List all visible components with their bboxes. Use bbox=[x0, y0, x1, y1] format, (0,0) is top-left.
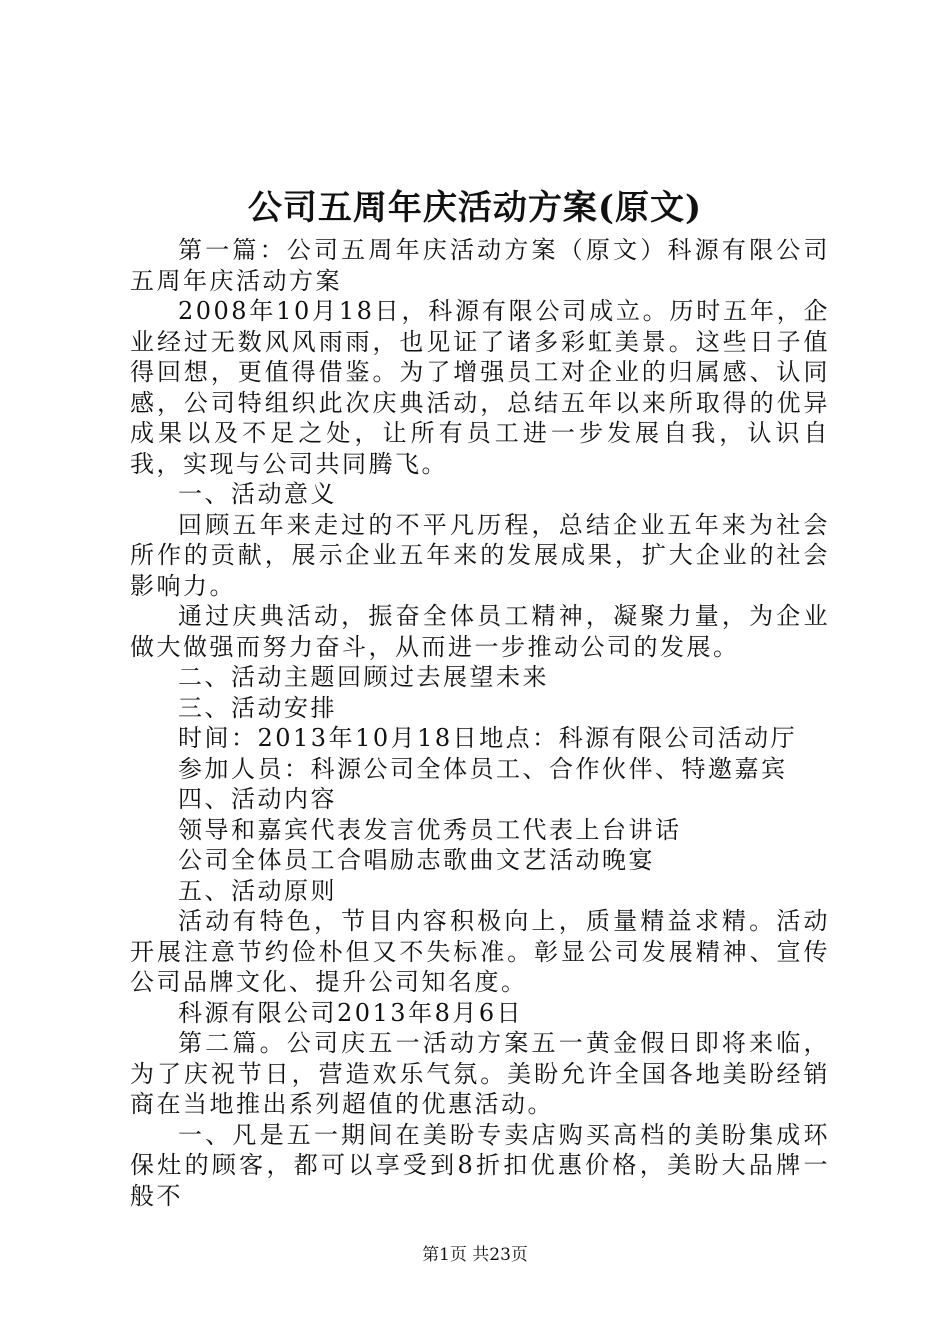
paragraph: 领导和嘉宾代表发言优秀员工代表上台讲话 bbox=[178, 815, 682, 844]
paragraph: 活动有特色，节目内容积极向上，质量精益求精。活动开展注意节约俭朴但又不失标准。彰显公司发展精神、宣传公司品牌文化、提升公司知名度。 bbox=[130, 907, 830, 996]
section-heading: 二、活动主题回顾过去展望未来 bbox=[178, 663, 549, 691]
document-body bbox=[130, 235, 830, 1211]
signature-line: 科源有限公司2013年8月6日 bbox=[178, 998, 524, 1027]
paragraph: 一、凡是五一期间在美盼专卖店购买高档的美盼集成环保灶的顾客，都可以享受到8折扣优惠价格，美盼大品牌一般不 bbox=[130, 1120, 830, 1210]
paragraph: 公司全体员工合唱励志歌曲文艺活动晚宴 bbox=[178, 846, 655, 874]
section-heading: 三、活动安排 bbox=[178, 693, 337, 722]
section-heading: 四、活动内容 bbox=[178, 785, 337, 813]
paragraph: 时间：2013年10月18日地点：科源有限公司活动厅 bbox=[178, 724, 798, 752]
paragraph: 回顾五年来走过的不平凡历程，总结企业五年来为社会所作的贡献，展示企业五年来的发展成果，扩大企业的社会影响力。 bbox=[130, 510, 830, 600]
paragraph: 通过庆典活动，振奋全体员工精神，凝聚力量，为企业做大做强而努力奋斗，从而进一步推动公司的发展。 bbox=[130, 602, 830, 661]
paragraph: 第一篇：公司五周年庆活动方案（原文）科源有限公司五周年庆活动方案 bbox=[130, 236, 830, 295]
document-title: 公司五周年庆活动方案(原文) bbox=[247, 188, 703, 228]
page-number-footer: 第1页 共23页 bbox=[422, 1245, 528, 1265]
section-heading: 五、活动原则 bbox=[178, 876, 337, 905]
paragraph: 2008年10月18日，科源有限公司成立。历时五年，企业经过无数风风雨雨，也见证了诸多彩虹美景。这些日子值得回想，更值得借鉴。为了增强员工对企业的归属感、认同感，公司特组织此次庆典活动，总结五年以来所取得的优异成果以及不足之处，让所有员工进一步发展自我，认识自我，实现与公司共同腾飞。 bbox=[130, 297, 830, 478]
section-heading: 一、活动意义 bbox=[178, 480, 337, 508]
paragraph: 第二篇。公司庆五一活动方案五一黄金假日即将来临，为了庆祝节日，营造欢乐气氛。美盼允许全国各地美盼经销商在当地推出系列超值的优惠活动。 bbox=[130, 1029, 830, 1118]
paragraph: 参加人员：科源公司全体员工、合作伙伴、特邀嘉宾 bbox=[178, 754, 788, 783]
